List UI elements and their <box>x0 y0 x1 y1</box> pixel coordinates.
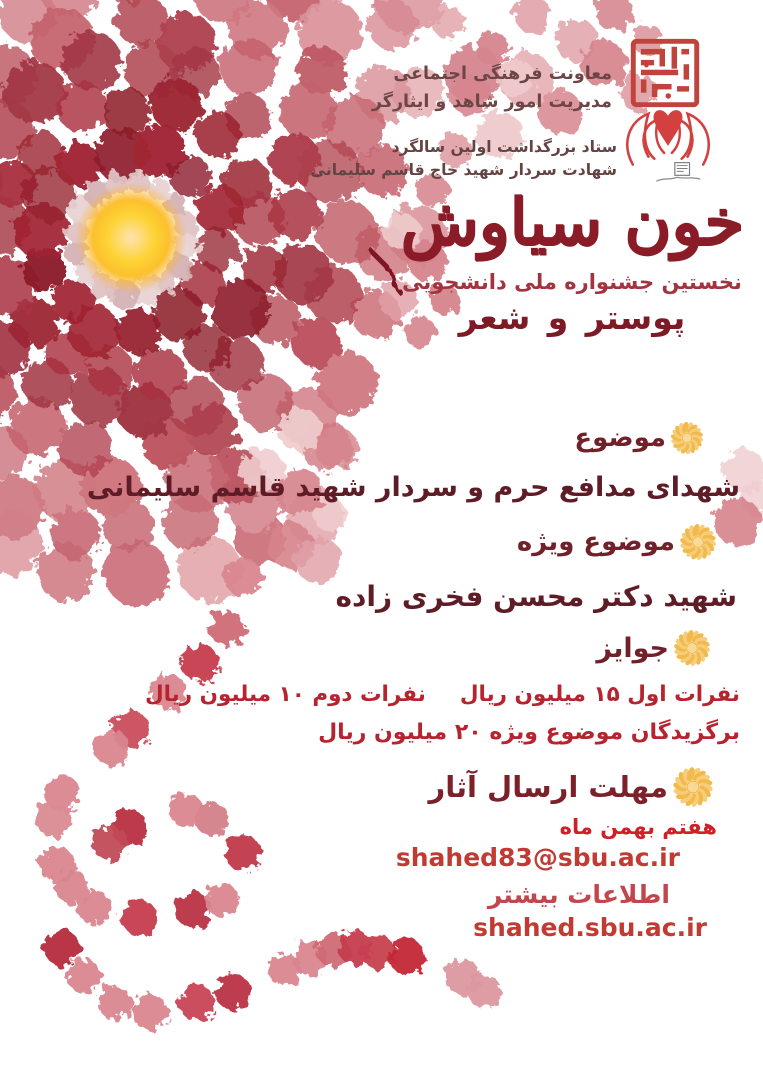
submission-email-text: shahed83@sbu.ac.ir <box>395 843 680 872</box>
poster-subtitle: نخستین جشنواره ملی دانشجویی <box>402 269 742 294</box>
organization-lines <box>372 60 612 116</box>
org-line-1: معاونت فرهنگی اجتماعی <box>393 64 612 84</box>
info-heading-label: اطلاعات بیشتر <box>487 880 670 909</box>
topic-body-text: شهدای مدافع حرم و سردار شهید قاسم سلیمانی <box>86 472 740 503</box>
committee-line-2: شهادت سردار شهید حاج قاسم سلیمانی <box>310 161 617 179</box>
prizes-heading-label: جوایز <box>596 632 669 664</box>
deadline-heading-label: مهلت ارسال آثار <box>428 770 668 804</box>
section-topic-heading <box>574 420 705 456</box>
committee-line-1: ستاد بزرگداشت اولین سالگرد <box>391 138 617 156</box>
org-line-2: مدیریت امور شاهد و ایثارگر <box>371 92 612 112</box>
poster-tagline: پوستر و شعر <box>458 297 686 337</box>
section-deadline-heading <box>429 765 715 809</box>
flower-center-glow <box>75 182 187 294</box>
committee-lines <box>310 136 617 182</box>
shahed-committee-stamp <box>656 163 700 182</box>
prize-line-1 <box>145 682 740 707</box>
rosette-flower-icon <box>669 420 705 456</box>
prize-first-place: نفرات اول ۱۵ میلیون ریال <box>459 682 740 707</box>
special-topic-heading-label: موضوع ویژه <box>516 527 675 557</box>
tulip-emblem-icon <box>619 102 717 190</box>
university-seal-icon <box>630 38 700 108</box>
rosette-flower-icon <box>671 765 715 809</box>
section-prizes-heading <box>596 628 712 668</box>
poster-title: خون سیاوش <box>400 185 744 260</box>
prize-line-2: برگزیدگان موضوع ویژه ۲۰ میلیون ریال <box>318 720 740 745</box>
deadline-date-text: هفتم بهمن ماه <box>559 815 717 839</box>
special-topic-body-text: شهید دکتر محسن فخری زاده <box>335 580 737 613</box>
prize-second-place: نفرات دوم ۱۰ میلیون ریال <box>144 682 426 707</box>
section-special-topic-heading <box>517 522 718 562</box>
rosette-flower-icon <box>672 628 712 668</box>
title-block <box>383 186 761 337</box>
topic-heading-label: موضوع <box>574 423 666 453</box>
info-website-text: shahed.sbu.ac.ir <box>473 913 707 942</box>
rosette-flower-icon <box>678 522 718 562</box>
